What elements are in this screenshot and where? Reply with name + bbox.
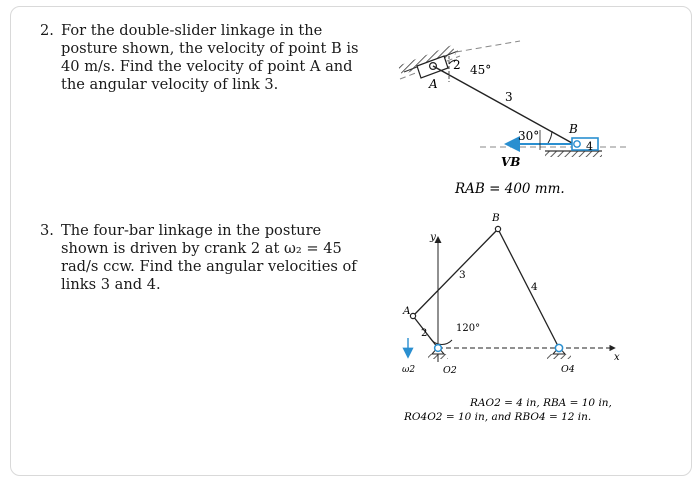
fig2-label-o2: O2 <box>443 365 457 376</box>
pivot-o2 <box>428 345 448 359</box>
fig2-label-2: 2 <box>421 328 428 339</box>
fig1-caption: RAB = 400 mm. <box>455 181 565 197</box>
link-4 <box>498 229 559 348</box>
figure-1 <box>398 41 628 197</box>
fig1-label-vb: VB <box>501 155 521 169</box>
fig2-caption-line-1: RAO2 = 4 in, RBA = 10 in, <box>470 397 612 409</box>
figure-2 <box>402 212 620 423</box>
fig1-label-2: 2 <box>453 58 461 72</box>
slider-b-block <box>572 138 598 150</box>
problem-3-text: The four-bar linkage in the posture shown is driven by crank 2 at ω₂ = 45 rad/s ccw. Find the angular velocities of links 3 and 4. <box>61 222 357 293</box>
fig2-label-y: y <box>430 231 436 243</box>
pivot-o4 <box>547 344 571 359</box>
problem-2-number: 2. <box>40 22 54 39</box>
fig1-label-4: 4 <box>586 140 593 153</box>
fig2-label-3: 3 <box>459 269 466 281</box>
fig1-angle-30: 30° <box>518 129 540 143</box>
angle-30-arc <box>548 131 552 143</box>
fig1-label-b: B <box>569 122 578 136</box>
fig2-label-b: B <box>492 212 500 224</box>
fig1-label-a: A <box>429 77 438 91</box>
fig1-label-3: 3 <box>505 90 513 104</box>
fig2-label-x: x <box>614 352 620 363</box>
problem-3-number: 3. <box>40 222 54 239</box>
link-3-fourbar <box>413 229 498 316</box>
joint-b <box>495 226 500 231</box>
fig2-angle-120: 120° <box>456 323 481 334</box>
fig1-angle-45: 45° <box>470 63 492 77</box>
fig2-label-o4: O4 <box>561 364 575 375</box>
fig2-label-a: A <box>403 305 411 317</box>
fig2-label-omega2: ω2 <box>402 365 416 375</box>
angle-120-arc <box>430 338 452 344</box>
problem-2-text: For the double-slider linkage in the posture shown, the velocity of point B is 40 m/s. Find the velocity of point A and the angular velocity of link 3. <box>61 22 359 93</box>
joint-a <box>410 313 415 318</box>
fig2-label-4: 4 <box>531 281 538 293</box>
fig2-caption-line-2: RO4O2 = 10 in, and RBO4 = 12 in. <box>404 411 592 423</box>
link-3 <box>433 66 572 143</box>
